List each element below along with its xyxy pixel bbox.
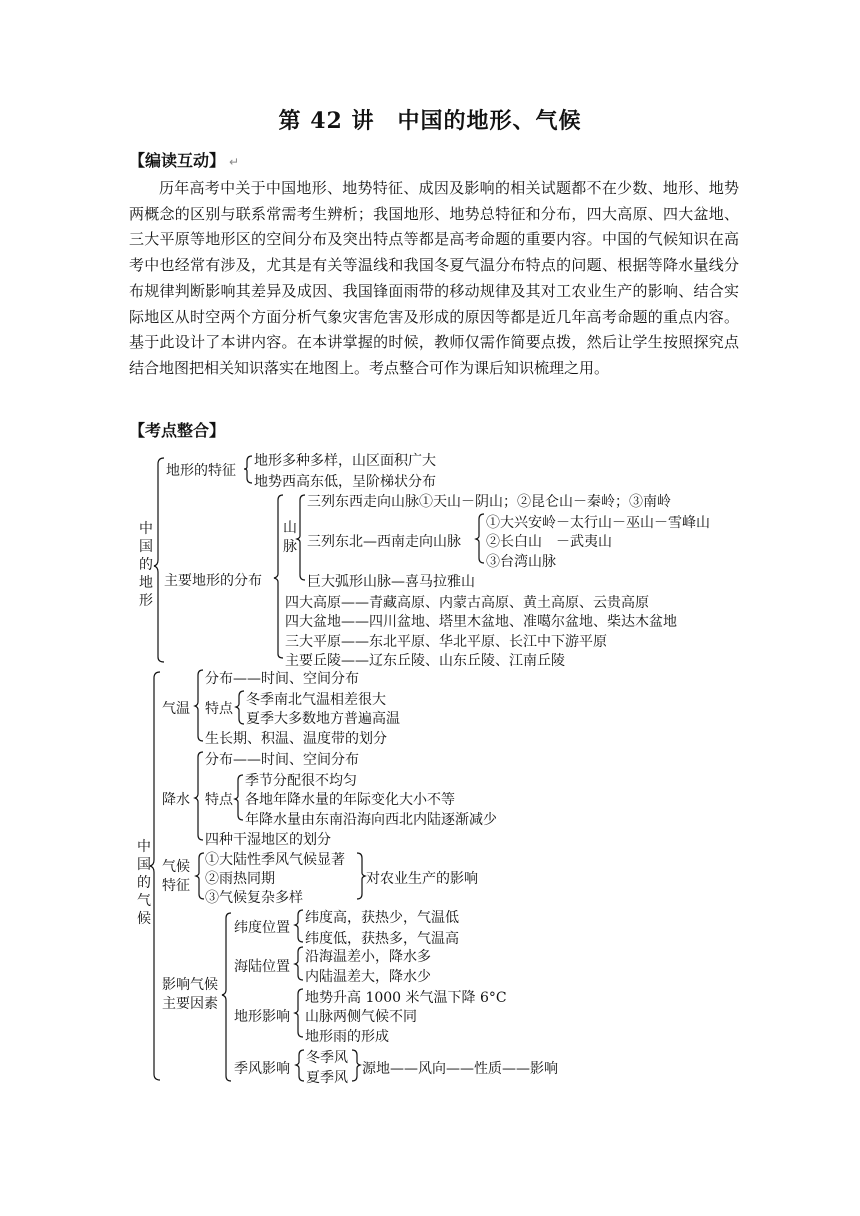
ne-mountains-3: ③台湾山脉 (486, 554, 556, 570)
plains: 三大平原——东北平原、华北平原、长江中下游平原 (285, 634, 607, 650)
climate-feature-3: ③气候复杂多样 (205, 890, 303, 906)
precipitation-feature-2: 各地年降水量的年际变化大小不等 (245, 792, 455, 808)
sea-land-1: 沿海温差小，降水多 (305, 949, 431, 965)
basins: 四大盆地——四川盆地、塔里木盆地、准噶尔盆地、柴达木盆地 (285, 614, 677, 630)
precipitation-feature-1: 季节分配很不均匀 (245, 773, 357, 789)
topography-2: 山脉两侧气候不同 (305, 1009, 417, 1025)
climate-feature-2: ②雨热同期 (205, 871, 275, 887)
section-heading-intro: 【编读互动】 ↵ (129, 151, 240, 170)
climate-feature-1: ①大陆性季风气候显著 (205, 852, 345, 868)
temperature-feature-label: 特点 (205, 701, 233, 717)
return-mark-icon: ↵ (229, 155, 240, 169)
plateaus: 四大高原——青藏高原、内蒙古高原、黄土高原、云贵高原 (285, 595, 649, 611)
ne-mountains-1: ①大兴安岭－太行山－巫山－雪峰山 (486, 515, 710, 531)
temperature-label: 气温 (162, 701, 190, 717)
precipitation-distribution: 分布——时间、空间分布 (205, 752, 359, 768)
ne-mountains-label: 三列东北—西南走向山脉 (307, 534, 461, 550)
terrain-feature-2: 地势西高东低，呈阶梯状分布 (254, 474, 436, 490)
terrain-distribution-label: 主要地形的分布 (164, 573, 262, 589)
terrain-feature-1: 地形多种多样，山区面积广大 (254, 453, 436, 469)
precipitation-feature-label: 特点 (205, 792, 233, 808)
arc-mountain: 巨大弧形山脉—喜马拉雅山 (307, 574, 475, 590)
intro-paragraph (129, 176, 739, 382)
winter-monsoon: 冬季风 (306, 1050, 348, 1066)
sea-land-label: 海陆位置 (234, 959, 290, 975)
latitude-2: 纬度低，获热多，气温高 (305, 931, 459, 947)
mountain-label: 山脉 (283, 520, 297, 555)
dry-wet-regions: 四种干湿地区的划分 (205, 832, 331, 848)
temperature-feature-2: 夏季大多数地方普遍高温 (246, 711, 400, 727)
hills: 主要丘陵——辽东丘陵、山东丘陵、江南丘陵 (285, 653, 565, 669)
sea-land-2: 内陆温差大，降水少 (305, 969, 431, 985)
ew-mountains: 三列东西走向山脉①天山－阴山；②昆仑山－秦岭；③南岭 (307, 494, 671, 510)
terrain-feature-label: 地形的特征 (166, 463, 236, 479)
page-title: 第 42 讲 中国的地形、气候 (278, 108, 582, 134)
latitude-label: 纬度位置 (234, 920, 290, 936)
topography-label: 地形影响 (234, 1009, 290, 1025)
climate-factor-label: 影响气候主要因素 (162, 977, 218, 1012)
topography-3: 地形雨的形成 (305, 1029, 389, 1045)
ne-mountains-2: ②长白山 －武夷山 (486, 534, 612, 550)
precipitation-label: 降水 (162, 792, 190, 808)
summer-monsoon: 夏季风 (306, 1070, 348, 1086)
latitude-1: 纬度高，获热少，气温低 (305, 910, 459, 926)
temperature-distribution: 分布——时间、空间分布 (205, 671, 359, 687)
agriculture-effect: 对农业生产的影响 (366, 871, 478, 887)
temperature-feature-1: 冬季南北气温相差很大 (246, 692, 386, 708)
temperature-zoning: 生长期、积温、温度带的划分 (205, 731, 387, 747)
climate-feature-label: 气候特征 (162, 859, 190, 894)
monsoon-label: 季风影响 (234, 1061, 290, 1077)
topography-1: 地势升高 1000 米气温下降 6°C (305, 990, 507, 1006)
terrain-root: 中国的地形 (139, 521, 153, 609)
monsoon-chain: 源地——风向——性质——影响 (362, 1061, 558, 1077)
precipitation-feature-3: 年降水量由东南沿海向西北内陆逐渐减少 (245, 812, 497, 828)
climate-root: 中国的气候 (137, 839, 151, 927)
section-heading-points: 【考点整合】 (129, 421, 226, 440)
intro-text: 历年高考中关于中国地形、地势特征、成因及影响的相关试题都不在少数、地形、地势两概念的区别与联系常需考生辨析；我国地形、地势总特征和分布，四大高原、四大盆地、三大平原等地形区的空间分布及突出特点等都是高考命题的重要内容。中国的气候知识在高考中也经常有涉及，尤其是有关等温线和我国冬夏气温分布特点的问题、根据等降水量线分布规律判断影响其差异及成因、我国锋面雨带的移动规律及其对工农业生产的影响、结合实际地区从时空两个方面分析气象灾害危害及形成的原因等都是近几年高考命题的重点内容。基于此设计了本讲内容。在本讲掌握的时候，教师仅需作简要点拨，然后让学生按照探究点结合地图把相关知识落实在地图上。考点整合可作为课后知识梳理之用。 (129, 179, 739, 377)
